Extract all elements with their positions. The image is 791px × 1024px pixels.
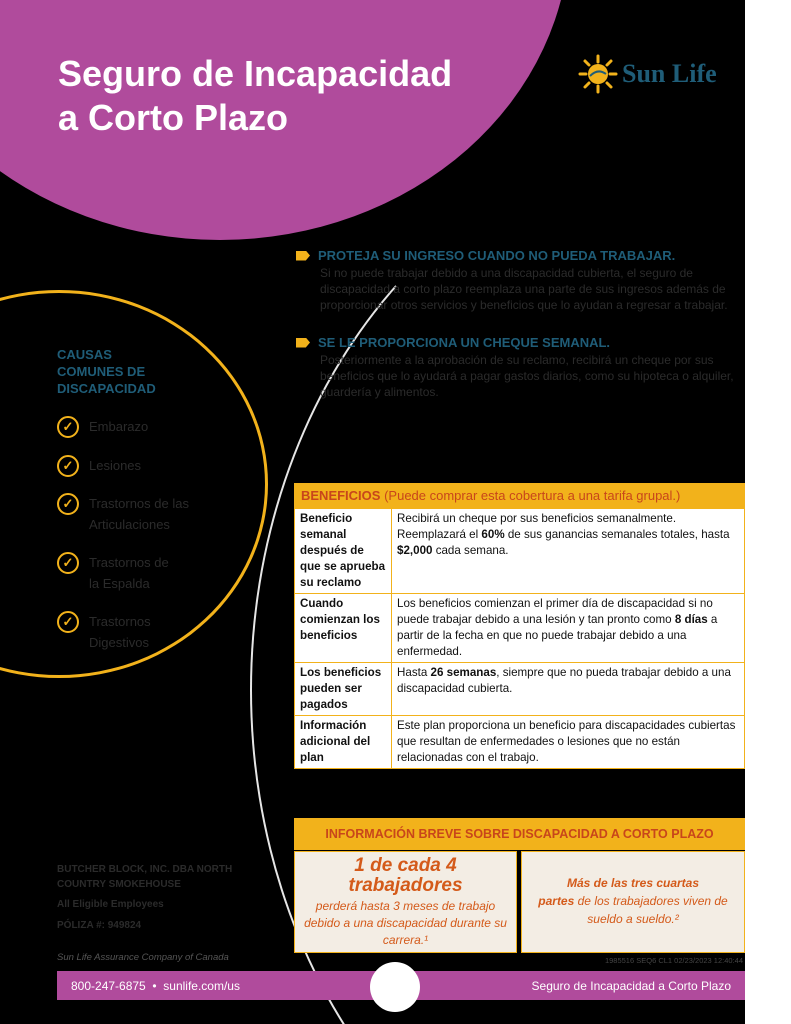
phone-number: 800-247-6875 [71, 978, 146, 993]
checkmark-icon: ✓ [57, 416, 79, 438]
bullet-heading: PROTEJA SU INGRESO CUANDO NO PUEDA TRABAJAR. [318, 248, 676, 263]
arrow-icon [296, 251, 310, 261]
table-row: Cuando comienzan los beneficios Los beneficios comienzan el primer día de discapacidad si no puede trabajar debido a una lesión y tan pronto como 8 días a partir de la fecha en que no puede trabajar debido a una enfermedad. [295, 594, 745, 663]
insurer-name: Sun Life Assurance Company of Canada [57, 952, 229, 963]
footer-circle-decoration [370, 962, 420, 1012]
cause-item: ✓ Trastornos de las Articulaciones [57, 493, 189, 535]
table-row: Información adicional del plan Este plan proporciona un beneficio para discapacidades cubiertas que resultan de enfermedades o lesiones que no están relacionadas con el trabajo. [295, 716, 745, 769]
cause-item: ✓ Trastornos de la Espalda [57, 552, 169, 594]
bullet-heading: SE LE PROPORCIONA UN CHEQUE SEMANAL. [318, 335, 611, 350]
logo-text: Sun Life [622, 59, 717, 88]
cause-item: ✓ Lesiones [57, 455, 141, 477]
table-row: Beneficio semanal después de que se aprueba su reclamo Recibirá un cheque por sus beneficios semanalmente. Reemplazará el 60% de sus ganancias semanales totales, hasta $2,000 cada semana. [295, 509, 745, 594]
causes-title: CAUSAS COMUNES DE DISCAPACIDAD [57, 347, 156, 396]
cause-item: ✓ Trastornos Digestivos [57, 611, 151, 653]
cause-item: ✓ Embarazo [57, 416, 148, 438]
checkmark-icon: ✓ [57, 455, 79, 477]
sun-life-logo [578, 54, 717, 94]
bullet-text: Posteriormente a la aprobación de su reclamo, recibirá un cheque por sus beneficios que lo ayudará a pagar gastos diarios, como su hipoteca o alquiler, guardería y alimentos. [320, 353, 734, 399]
checkmark-icon: ✓ [57, 552, 79, 574]
policy-number: PÓLIZA #: 949824 [57, 920, 142, 931]
benefits-header: BENEFICIOS (Puede comprar esta cobertura a una tarifa grupal.) [294, 483, 745, 508]
footer-bar: 800-247-6875 • sunlife.com/us Seguro de Incapacidad a Corto Plazo [57, 971, 745, 1000]
website-link[interactable]: sunlife.com/us [163, 978, 240, 993]
bullet-weekly-check [296, 335, 744, 400]
footer-title: Seguro de Incapacidad a Corto Plazo [531, 978, 731, 993]
bullet-text: Si no puede trabajar debido a una discapacidad cubierta, el seguro de discapacidad a corto plazo reemplaza una parte de sus ingresos además de proporcionar otros servicios y beneficios que lo ayudan a regresar a trabajar. [320, 266, 728, 312]
checkmark-icon: ✓ [57, 611, 79, 633]
brief-stat-left: 1 de cada 4 trabajadores perderá hasta 3 meses de trabajo debido a una discapacidad durante su carrera.¹ [294, 851, 517, 953]
title-line-1: Seguro de Incapacidad [58, 53, 453, 94]
document-code: 1985516 SEQ6 CL1 02/23/2023 12:40:44 [604, 956, 743, 965]
page-margin [745, 0, 791, 1024]
title-line-2: a Corto Plazo [58, 97, 289, 138]
brief-info-header: INFORMACIÓN BREVE SOBRE DISCAPACIDAD A CORTO PLAZO [294, 818, 745, 850]
table-row: Los beneficios pueden ser pagados Hasta 26 semanas, siempre que no pueda trabajar debido a una discapacidad cubierta. [295, 663, 745, 716]
company-name: BUTCHER BLOCK, INC. DBA NORTH COUNTRY SMOKEHOUSE [57, 864, 233, 890]
arrow-icon [296, 338, 310, 348]
brief-stat-right: Más de las tres cuartas partes de los trabajadores viven de sueldo a sueldo.² [521, 851, 745, 953]
benefits-table [294, 483, 745, 769]
bullet-protect-income [296, 248, 744, 313]
page-title [58, 52, 452, 140]
employee-group: All Eligible Employees [57, 899, 164, 910]
sun-logo-icon [578, 54, 618, 94]
checkmark-icon: ✓ [57, 493, 79, 515]
